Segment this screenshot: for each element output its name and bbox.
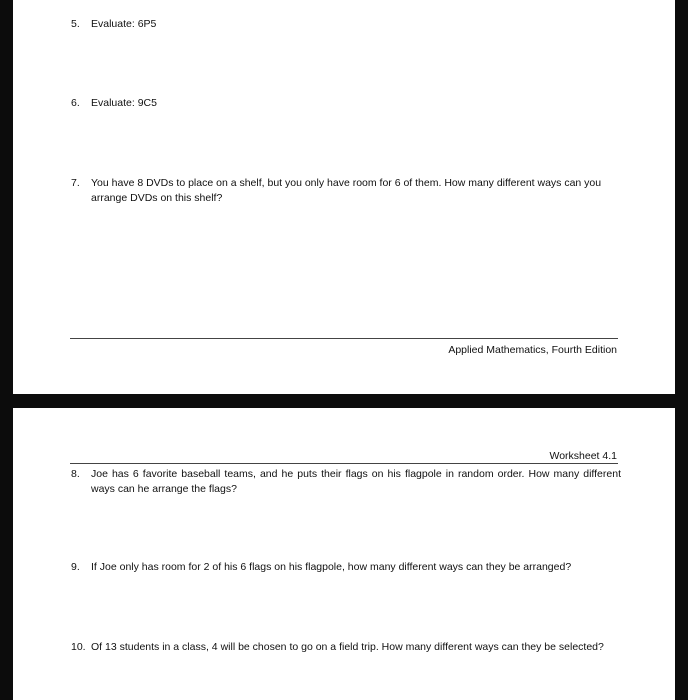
question-number: 6. (71, 97, 80, 109)
footer-divider (70, 338, 618, 339)
question-9 (71, 560, 621, 575)
question-number: 9. (71, 561, 80, 573)
question-text: Evaluate: 9C5 (91, 97, 157, 109)
question-number: 7. (71, 177, 80, 189)
question-number: 10. (71, 641, 86, 653)
worksheet-page-bottom (13, 408, 675, 700)
question-10 (71, 640, 621, 655)
worksheet-header: Worksheet 4.1 (549, 450, 617, 462)
question-text: You have 8 DVDs to place on a shelf, but you only have room for 6 of them. How many different ways can you arrange DVDs on this shelf? (91, 177, 602, 204)
page-footer: Applied Mathematics, Fourth Edition (448, 344, 617, 356)
question-number: 8. (71, 468, 80, 480)
question-text: Joe has 6 favorite baseball teams, and he puts their flags on his flagpole in random order. How many different ways can he arrange the flags? (91, 468, 621, 495)
question-number: 5. (71, 18, 80, 30)
question-text: Of 13 students in a class, 4 will be chosen to go on a field trip. How many different ways can they be selected? (91, 641, 604, 653)
question-5 (71, 17, 621, 32)
header-divider (70, 463, 618, 464)
question-8 (71, 467, 621, 497)
worksheet-page-top (13, 0, 675, 394)
question-text: If Joe only has room for 2 of his 6 flags on his flagpole, how many different ways can they be arranged? (91, 561, 572, 573)
question-7 (71, 176, 621, 206)
question-text: Evaluate: 6P5 (91, 18, 157, 30)
question-6 (71, 96, 621, 111)
